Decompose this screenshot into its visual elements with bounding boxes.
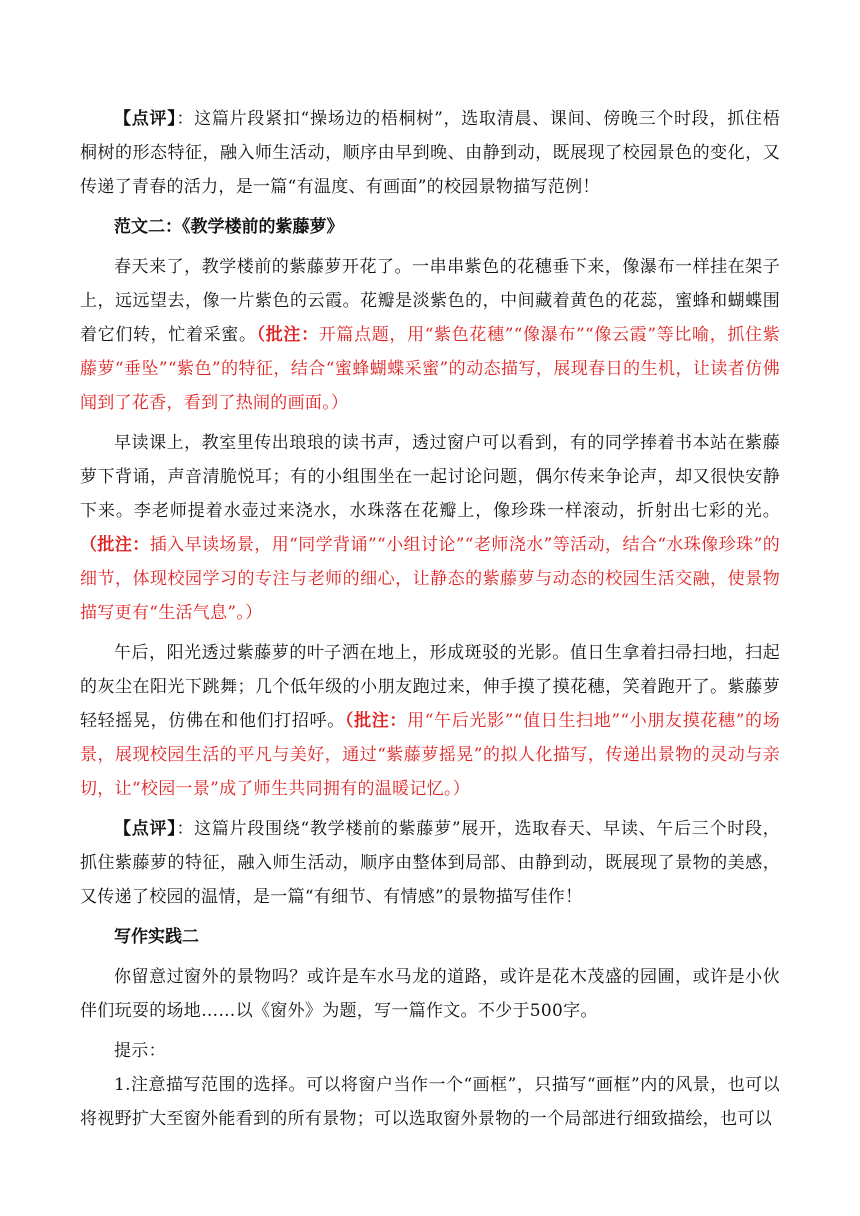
annotation-text: 用“午后光影”“值日生扫地”“小朋友摸花穗”的场景，展现校园生活的平凡与美好，通过“紫藤萝摇晃”的拟人化描写，传递出景物的灵动与亲切，让“校园一景”成了师生共同拥有的温暖记忆。）	[80, 711, 781, 799]
practice-prompt: 你留意过窗外的景物吗？或许是车水马龙的道路，或许是花木茂盛的园圃，或许是小伙伴们玩耍的场地……以《窗外》为题，写一篇作文。不少于500字。	[80, 967, 780, 1021]
review-label: 【点评】	[114, 819, 177, 839]
paragraph-text: 早读课上，教室里传出琅琅的读书声，透过窗户可以看到，有的同学捧着书本站在紫藤萝下背诵，声音清脆悦耳；有的小组围坐在一起讨论问题，偶尔传来争论声，却又很快安静下来。李老师提着水壶过来浇水，水珠落在花瓣上，像珍珠一样滚动，折射出七彩的光。	[80, 433, 780, 521]
annotation-label: （批注：	[256, 325, 319, 345]
document-page	[80, 102, 780, 1136]
paragraph-text: 午后，阳光透过紫藤萝的叶子洒在地上，形成斑驳的光影。值日生拿着扫帚扫地，扫起的灰尘在阳光下跳舞；几个低年级的小朋友跑过来，伸手摸了摸花穗，笑着跑开了。紫藤萝轻轻摇晃，仿佛在和他们打招呼。	[80, 643, 780, 731]
paragraph-text: 春天来了，教学楼前的紫藤萝开花了。一串串紫色的花穗垂下来，像瀑布一样挂在架子上，远远望去，像一片紫色的云霞。花瓣是淡紫色的，中间藏着黄色的花蕊，蜜蜂和蝴蝶围着它们转，忙着采蜜。	[80, 257, 780, 345]
essay-title: 范文二：《教学楼前的紫藤萝》	[114, 217, 344, 237]
review-paragraph-2	[80, 812, 780, 914]
annotation	[80, 535, 780, 623]
annotation-text: 开篇点题，用“紫色花穗”“像瀑布”“像云霞”等比喻，抓住紫藤萝“垂坠”“紫色”的特征，结合“蜜蜂蝴蝶采蜜”的动态描写，展现春日的生机，让读者仿佛闻到了花香，看到了热闹的画面。）	[80, 325, 780, 413]
review-text: ：这篇片段紧扣“操场边的梧桐树”，选取清晨、课间、傍晚三个时段，抓住梧桐树的形态特征，融入师生活动，顺序由早到晚、由静到动，既展现了校园景色的变化，又传递了青春的活力，是一篇“有温度、有画面”的校园景物描写范例！	[80, 109, 780, 197]
essay-paragraph-2	[80, 426, 780, 630]
essay-paragraph-1	[80, 250, 780, 420]
annotation-text: 插入早读场景，用“同学背诵”“小组讨论”“老师浇水”等活动，结合“水珠像珍珠”的细节，体现校园学习的专注与老师的细心，让静态的紫藤萝与动态的校园生活交融，使景物描写更有“生活气息”。）	[80, 535, 780, 623]
annotation-label: （批注：	[80, 535, 150, 555]
hint-label: 提示：	[114, 1041, 166, 1061]
practice-title: 写作实践二	[114, 927, 199, 947]
review-paragraph-1	[80, 102, 780, 204]
essay-paragraph-3	[80, 636, 780, 806]
hint-item: 1.注意描写范围的选择。可以将窗户当作一个“画框”，只描写“画框”内的风景，也可以将视野扩大至窗外能看到的所有景物；可以选取窗外景物的一个局部进行细致描绘，也可以	[80, 1075, 780, 1129]
review-text: ：这篇片段围绕“教学楼前的紫藤萝”展开，选取春天、早读、午后三个时段，抓住紫藤萝的特征，融入师生活动，顺序由整体到局部、由静到动，既展现了景物的美感，又传递了校园的温情，是一篇“有细节、有情感”的景物描写佳作！	[80, 819, 780, 907]
review-label: 【点评】	[114, 109, 177, 129]
annotation-label: （批注：	[344, 711, 408, 731]
